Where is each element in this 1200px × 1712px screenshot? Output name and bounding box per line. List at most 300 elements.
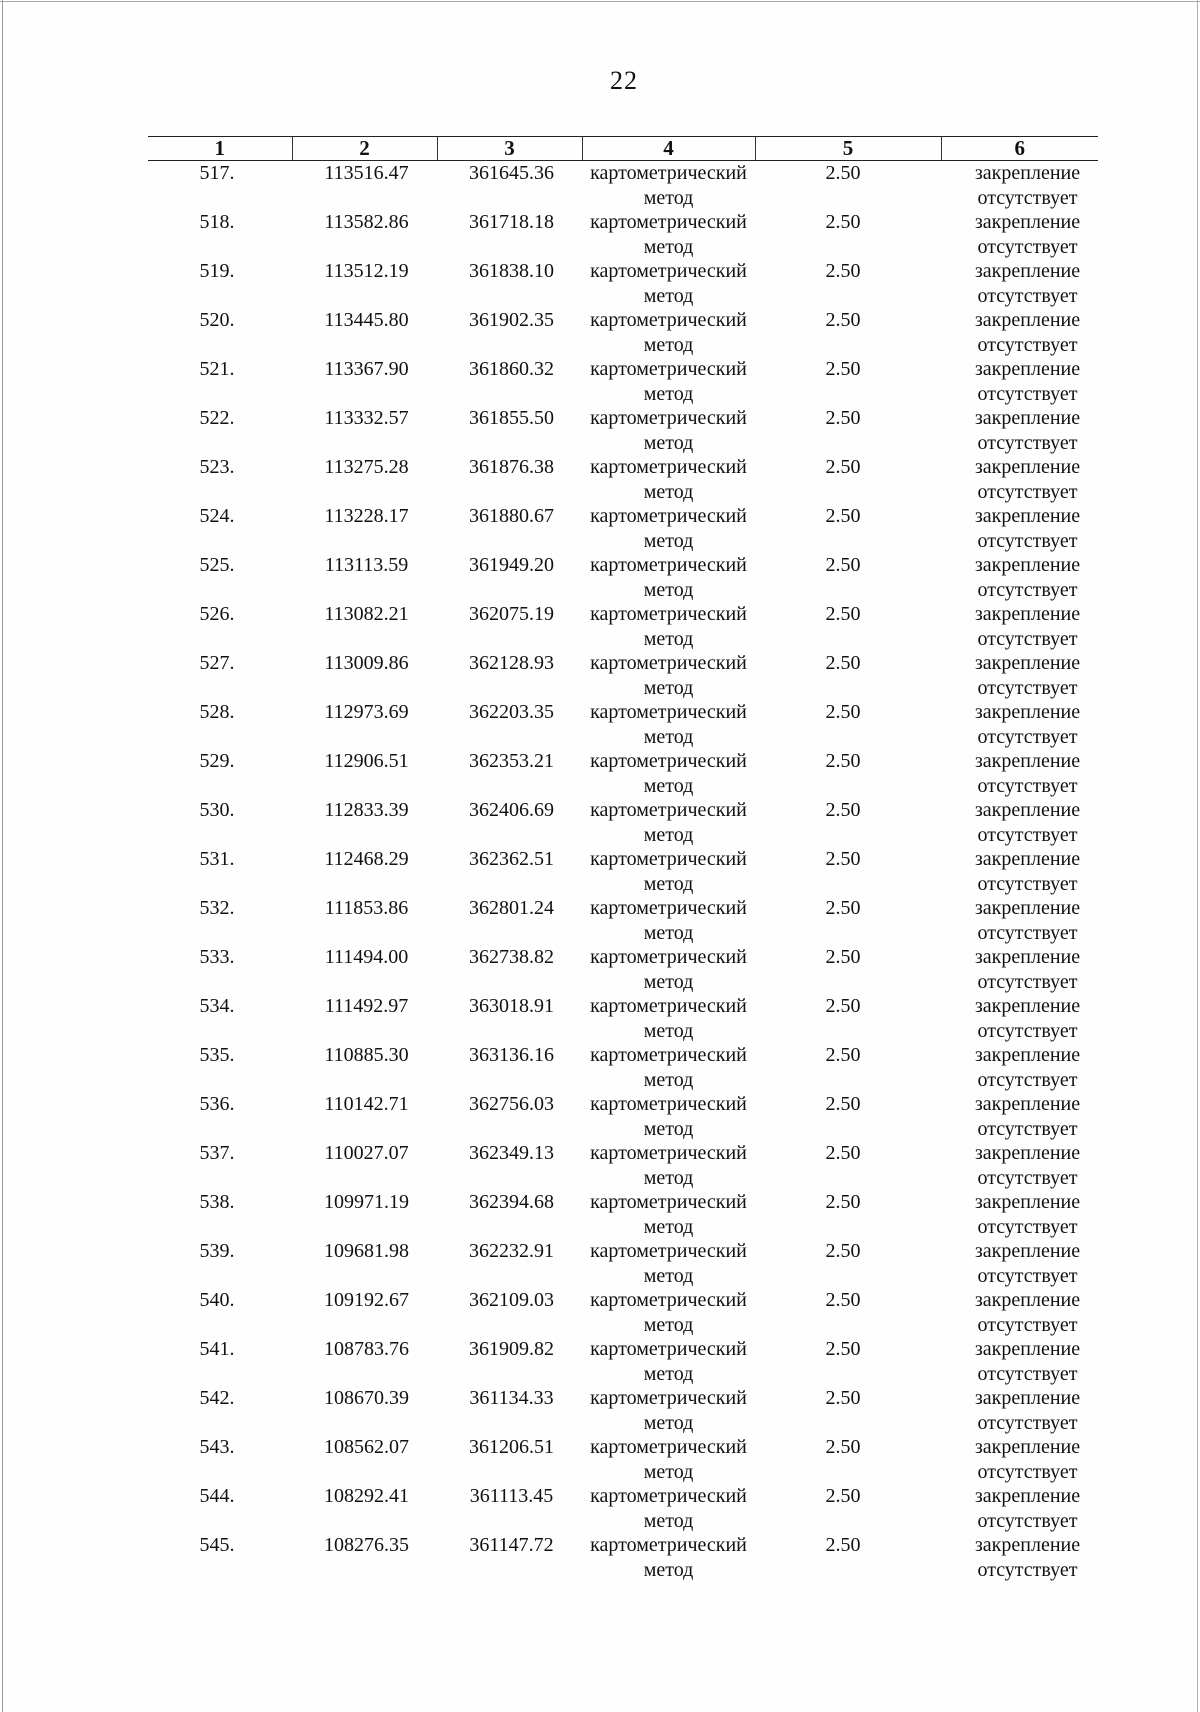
method-cell-line-1: картометрический: [590, 1485, 747, 1507]
x-coordinate-cell-value: 108670.39: [324, 1387, 409, 1409]
x-coordinate-cell: [292, 1288, 437, 1337]
method-cell-line-2: метод: [643, 529, 694, 552]
x-coordinate-cell: [292, 406, 437, 455]
method-cell: [582, 1435, 755, 1484]
fixation-cell-line-1: закрепление: [974, 505, 1081, 527]
x-coordinate-cell: [292, 308, 437, 357]
fixation-cell: [941, 847, 1098, 896]
scan-edge-right: [1197, 0, 1198, 1712]
accuracy-cell: [755, 1337, 941, 1386]
accuracy-cell-value: 2.50: [825, 1534, 861, 1556]
method-cell-line-1: картометрический: [590, 1534, 747, 1556]
fixation-cell-line-1: закрепление: [974, 946, 1081, 968]
fixation-cell-line-1: закрепление: [974, 1436, 1081, 1458]
point-number-cell-value: 520.: [199, 309, 235, 331]
point-number-cell-value: 523.: [199, 456, 235, 478]
point-number-cell-value: 539.: [199, 1240, 235, 1262]
accuracy-cell: [755, 651, 941, 700]
accuracy-cell-value: 2.50: [825, 407, 861, 429]
fixation-cell-line-2: отсутствует: [977, 1264, 1078, 1287]
point-number-cell: [148, 161, 292, 211]
method-cell-line-2: метод: [643, 1558, 694, 1581]
method-cell-line-1: картометрический: [590, 309, 747, 331]
accuracy-cell: [755, 1288, 941, 1337]
x-coordinate-cell-value: 113009.86: [324, 652, 409, 674]
accuracy-cell-value: 2.50: [825, 358, 861, 380]
method-cell-line-2: метод: [643, 1460, 694, 1483]
accuracy-cell-value: 2.50: [825, 1436, 861, 1458]
fixation-cell-line-1: закрепление: [974, 1191, 1081, 1213]
fixation-cell-line-1: закрепление: [974, 1387, 1081, 1409]
table-row: [148, 749, 1098, 798]
method-cell-line-2: метод: [643, 1264, 694, 1287]
fixation-cell: [941, 455, 1098, 504]
method-cell-line-2: метод: [643, 676, 694, 699]
fixation-cell-line-2: отсутствует: [977, 1509, 1078, 1532]
point-number-cell: [148, 455, 292, 504]
x-coordinate-cell-value: 113512.19: [324, 260, 409, 282]
method-cell-line-1: картометрический: [590, 1142, 747, 1164]
header-col-1: 1: [148, 137, 292, 161]
fixation-cell-line-2: отсутствует: [977, 725, 1078, 748]
fixation-cell-line-2: отсутствует: [977, 1460, 1078, 1483]
method-cell-line-1: картометрический: [590, 1240, 747, 1262]
y-coordinate-cell: [437, 1190, 582, 1239]
method-cell-line-2: метод: [643, 382, 694, 405]
point-number-cell-value: 544.: [199, 1485, 235, 1507]
y-coordinate-cell: [437, 259, 582, 308]
accuracy-cell-value: 2.50: [825, 1485, 861, 1507]
fixation-cell-line-2: отсутствует: [977, 382, 1078, 405]
accuracy-cell-value: 2.50: [825, 1240, 861, 1262]
y-coordinate-cell-value: 362128.93: [469, 652, 554, 674]
method-cell-line-2: метод: [643, 1215, 694, 1238]
y-coordinate-cell-value: 362203.35: [469, 701, 554, 723]
y-coordinate-cell-value: 362109.03: [469, 1289, 554, 1311]
fixation-cell-line-2: отсутствует: [977, 627, 1078, 650]
fixation-cell-line-2: отсутствует: [977, 1166, 1078, 1189]
point-number-cell: [148, 553, 292, 602]
fixation-cell-line-1: закрепление: [974, 260, 1081, 282]
x-coordinate-cell-value: 112468.29: [324, 848, 409, 870]
scan-edge-top: [0, 1, 1200, 2]
table-row: [148, 1288, 1098, 1337]
y-coordinate-cell: [437, 994, 582, 1043]
fixation-cell-line-1: закрепление: [974, 407, 1081, 429]
x-coordinate-cell: [292, 259, 437, 308]
fixation-cell-line-2: отсутствует: [977, 774, 1078, 797]
y-coordinate-cell: [437, 945, 582, 994]
table-row: [148, 406, 1098, 455]
accuracy-cell-value: 2.50: [825, 848, 861, 870]
accuracy-cell: [755, 847, 941, 896]
accuracy-cell-value: 2.50: [825, 505, 861, 527]
y-coordinate-cell: [437, 896, 582, 945]
table-row: [148, 161, 1098, 211]
point-number-cell-value: 517.: [199, 162, 235, 184]
fixation-cell: [941, 1484, 1098, 1533]
table-row: [148, 1435, 1098, 1484]
method-cell: [582, 847, 755, 896]
method-cell-line-1: картометрический: [590, 1387, 747, 1409]
method-cell-line-2: метод: [643, 921, 694, 944]
x-coordinate-cell: [292, 1043, 437, 1092]
x-coordinate-cell: [292, 651, 437, 700]
table-row: [148, 1190, 1098, 1239]
fixation-cell-line-2: отсутствует: [977, 578, 1078, 601]
point-number-cell: [148, 1337, 292, 1386]
fixation-cell-line-1: закрепление: [974, 554, 1081, 576]
method-cell-line-1: картометрический: [590, 701, 747, 723]
fixation-cell-line-2: отсутствует: [977, 1068, 1078, 1091]
accuracy-cell-value: 2.50: [825, 554, 861, 576]
y-coordinate-cell-value: 362349.13: [469, 1142, 554, 1164]
accuracy-cell: [755, 700, 941, 749]
fixation-cell-line-2: отсутствует: [977, 529, 1078, 552]
accuracy-cell: [755, 945, 941, 994]
x-coordinate-cell: [292, 602, 437, 651]
y-coordinate-cell-value: 362756.03: [469, 1093, 554, 1115]
accuracy-cell: [755, 504, 941, 553]
point-number-cell: [148, 994, 292, 1043]
y-coordinate-cell-value: 362738.82: [469, 946, 554, 968]
fixation-cell: [941, 1435, 1098, 1484]
point-number-cell: [148, 1239, 292, 1288]
y-coordinate-cell-value: 361949.20: [469, 554, 554, 576]
point-number-cell: [148, 1484, 292, 1533]
x-coordinate-cell-value: 110885.30: [324, 1044, 409, 1066]
header-col-2: 2: [292, 137, 437, 161]
point-number-cell: [148, 651, 292, 700]
accuracy-cell: [755, 994, 941, 1043]
method-cell: [582, 1533, 755, 1582]
method-cell-line-1: картометрический: [590, 750, 747, 772]
point-number-cell-value: 545.: [199, 1534, 235, 1556]
fixation-cell-line-2: отсутствует: [977, 480, 1078, 503]
y-coordinate-cell: [437, 210, 582, 259]
y-coordinate-cell: [437, 553, 582, 602]
fixation-cell-line-2: отсутствует: [977, 921, 1078, 944]
method-cell-line-1: картометрический: [590, 1436, 747, 1458]
y-coordinate-cell: [437, 602, 582, 651]
header-col-5: 5: [755, 137, 941, 161]
method-cell: [582, 406, 755, 455]
y-coordinate-cell-value: 362075.19: [469, 603, 554, 625]
fixation-cell-line-1: закрепление: [974, 750, 1081, 772]
point-number-cell: [148, 1533, 292, 1582]
fixation-cell: [941, 749, 1098, 798]
method-cell-line-1: картометрический: [590, 1093, 747, 1115]
x-coordinate-cell-value: 108783.76: [324, 1338, 409, 1360]
point-number-cell: [148, 798, 292, 847]
x-coordinate-cell-value: 108562.07: [324, 1436, 409, 1458]
table-row: [148, 553, 1098, 602]
x-coordinate-cell-value: 110027.07: [324, 1142, 409, 1164]
fixation-cell-line-1: закрепление: [974, 1093, 1081, 1115]
method-cell: [582, 1239, 755, 1288]
x-coordinate-cell: [292, 1435, 437, 1484]
fixation-cell-line-1: закрепление: [974, 995, 1081, 1017]
point-number-cell-value: 532.: [199, 897, 235, 919]
fixation-cell-line-1: закрепление: [974, 162, 1081, 184]
x-coordinate-cell: [292, 1141, 437, 1190]
accuracy-cell: [755, 1533, 941, 1582]
x-coordinate-cell: [292, 161, 437, 211]
x-coordinate-cell: [292, 504, 437, 553]
point-number-cell-value: 540.: [199, 1289, 235, 1311]
method-cell-line-1: картометрический: [590, 848, 747, 870]
point-number-cell: [148, 945, 292, 994]
point-number-cell-value: 536.: [199, 1093, 235, 1115]
point-number-cell-value: 530.: [199, 799, 235, 821]
y-coordinate-cell-value: 361838.10: [469, 260, 554, 282]
table-row: [148, 945, 1098, 994]
table-row: [148, 308, 1098, 357]
method-cell-line-2: метод: [643, 970, 694, 993]
method-cell: [582, 798, 755, 847]
table-row: [148, 1337, 1098, 1386]
fixation-cell-line-2: отсутствует: [977, 1117, 1078, 1140]
fixation-cell-line-2: отсутствует: [977, 431, 1078, 454]
method-cell-line-1: картометрический: [590, 358, 747, 380]
fixation-cell: [941, 1288, 1098, 1337]
x-coordinate-cell: [292, 455, 437, 504]
fixation-cell: [941, 504, 1098, 553]
method-cell-line-1: картометрический: [590, 799, 747, 821]
x-coordinate-cell-value: 113228.17: [324, 505, 409, 527]
fixation-cell-line-1: закрепление: [974, 456, 1081, 478]
fixation-cell-line-2: отсутствует: [977, 1313, 1078, 1336]
fixation-cell-line-1: закрепление: [974, 211, 1081, 233]
y-coordinate-cell: [437, 1092, 582, 1141]
fixation-cell: [941, 259, 1098, 308]
method-cell: [582, 1484, 755, 1533]
method-cell: [582, 1288, 755, 1337]
y-coordinate-cell-value: 361880.67: [469, 505, 554, 527]
y-coordinate-cell: [437, 1533, 582, 1582]
method-cell-line-1: картометрический: [590, 1338, 747, 1360]
y-coordinate-cell: [437, 161, 582, 211]
method-cell-line-2: метод: [643, 1068, 694, 1091]
x-coordinate-cell-value: 111492.97: [324, 995, 409, 1017]
point-number-cell-value: 541.: [199, 1338, 235, 1360]
y-coordinate-cell-value: 361134.33: [469, 1387, 554, 1409]
point-number-cell-value: 533.: [199, 946, 235, 968]
x-coordinate-cell: [292, 798, 437, 847]
accuracy-cell: [755, 455, 941, 504]
method-cell-line-2: метод: [643, 627, 694, 650]
point-number-cell: [148, 602, 292, 651]
x-coordinate-cell-value: 111853.86: [324, 897, 409, 919]
accuracy-cell-value: 2.50: [825, 1044, 861, 1066]
x-coordinate-cell-value: 112906.51: [324, 750, 409, 772]
method-cell-line-2: метод: [643, 578, 694, 601]
fixation-cell: [941, 1141, 1098, 1190]
x-coordinate-cell: [292, 749, 437, 798]
accuracy-cell: [755, 210, 941, 259]
point-number-cell: [148, 1141, 292, 1190]
x-coordinate-cell-value: 112973.69: [324, 701, 409, 723]
table-header: [148, 137, 1098, 161]
table-row: [148, 602, 1098, 651]
fixation-cell: [941, 406, 1098, 455]
point-number-cell: [148, 1190, 292, 1239]
accuracy-cell: [755, 308, 941, 357]
fixation-cell-line-1: закрепление: [974, 1338, 1081, 1360]
accuracy-cell: [755, 553, 941, 602]
fixation-cell: [941, 1337, 1098, 1386]
y-coordinate-cell-value: 363136.16: [469, 1044, 554, 1066]
method-cell-line-1: картометрический: [590, 505, 747, 527]
x-coordinate-cell: [292, 945, 437, 994]
accuracy-cell-value: 2.50: [825, 260, 861, 282]
method-cell: [582, 896, 755, 945]
fixation-cell: [941, 1190, 1098, 1239]
fixation-cell-line-1: закрепление: [974, 358, 1081, 380]
coordinates-table: [148, 136, 1098, 1582]
x-coordinate-cell: [292, 896, 437, 945]
method-cell-line-2: метод: [643, 1117, 694, 1140]
x-coordinate-cell: [292, 1484, 437, 1533]
fixation-cell-line-1: закрепление: [974, 1289, 1081, 1311]
y-coordinate-cell-value: 361855.50: [469, 407, 554, 429]
accuracy-cell-value: 2.50: [825, 1142, 861, 1164]
accuracy-cell-value: 2.50: [825, 309, 861, 331]
accuracy-cell: [755, 1092, 941, 1141]
x-coordinate-cell: [292, 1533, 437, 1582]
header-col-3: 3: [437, 137, 582, 161]
fixation-cell: [941, 651, 1098, 700]
method-cell-line-2: метод: [643, 1166, 694, 1189]
accuracy-cell: [755, 798, 941, 847]
point-number-cell-value: 538.: [199, 1191, 235, 1213]
y-coordinate-cell: [437, 308, 582, 357]
point-number-cell: [148, 259, 292, 308]
method-cell-line-2: метод: [643, 480, 694, 503]
y-coordinate-cell: [437, 1435, 582, 1484]
y-coordinate-cell-value: 362232.91: [469, 1240, 554, 1262]
y-coordinate-cell-value: 362406.69: [469, 799, 554, 821]
y-coordinate-cell: [437, 1288, 582, 1337]
point-number-cell-value: 534.: [199, 995, 235, 1017]
accuracy-cell: [755, 1141, 941, 1190]
y-coordinate-cell-value: 361876.38: [469, 456, 554, 478]
method-cell-line-1: картометрический: [590, 946, 747, 968]
table-row: [148, 504, 1098, 553]
x-coordinate-cell-value: 112833.39: [324, 799, 409, 821]
table-row: [148, 1533, 1098, 1582]
point-number-cell: [148, 1386, 292, 1435]
method-cell-line-1: картометрический: [590, 407, 747, 429]
accuracy-cell: [755, 1190, 941, 1239]
y-coordinate-cell: [437, 455, 582, 504]
accuracy-cell: [755, 259, 941, 308]
method-cell-line-2: метод: [643, 235, 694, 258]
method-cell: [582, 1386, 755, 1435]
method-cell-line-2: метод: [643, 1313, 694, 1336]
method-cell: [582, 259, 755, 308]
y-coordinate-cell-value: 361113.45: [469, 1485, 554, 1507]
point-number-cell: [148, 749, 292, 798]
fixation-cell: [941, 553, 1098, 602]
method-cell: [582, 357, 755, 406]
fixation-cell-line-2: отсутствует: [977, 1215, 1078, 1238]
x-coordinate-cell: [292, 1337, 437, 1386]
y-coordinate-cell: [437, 1337, 582, 1386]
method-cell: [582, 651, 755, 700]
accuracy-cell: [755, 357, 941, 406]
point-number-cell-value: 524.: [199, 505, 235, 527]
point-number-cell-value: 519.: [199, 260, 235, 282]
method-cell: [582, 504, 755, 553]
fixation-cell: [941, 308, 1098, 357]
x-coordinate-cell: [292, 1386, 437, 1435]
accuracy-cell-value: 2.50: [825, 456, 861, 478]
header-row: [148, 137, 1098, 161]
x-coordinate-cell: [292, 1092, 437, 1141]
point-number-cell-value: 535.: [199, 1044, 235, 1066]
fixation-cell-line-2: отсутствует: [977, 235, 1078, 258]
accuracy-cell-value: 2.50: [825, 1289, 861, 1311]
fixation-cell-line-2: отсутствует: [977, 1411, 1078, 1434]
point-number-cell: [148, 308, 292, 357]
fixation-cell: [941, 945, 1098, 994]
point-number-cell: [148, 896, 292, 945]
method-cell-line-2: метод: [643, 333, 694, 356]
fixation-cell-line-2: отсутствует: [977, 284, 1078, 307]
y-coordinate-cell-value: 361206.51: [469, 1436, 554, 1458]
method-cell-line-2: метод: [643, 284, 694, 307]
x-coordinate-cell-value: 113113.59: [324, 554, 409, 576]
method-cell-line-2: метод: [643, 823, 694, 846]
fixation-cell-line-2: отсутствует: [977, 1558, 1078, 1581]
point-number-cell-value: 521.: [199, 358, 235, 380]
table-row: [148, 1092, 1098, 1141]
point-number-cell-value: 525.: [199, 554, 235, 576]
accuracy-cell: [755, 1435, 941, 1484]
fixation-cell-line-1: закрепление: [974, 652, 1081, 674]
method-cell: [582, 308, 755, 357]
fixation-cell-line-1: закрепление: [974, 1240, 1081, 1262]
method-cell-line-1: картометрический: [590, 995, 747, 1017]
accuracy-cell-value: 2.50: [825, 750, 861, 772]
point-number-cell-value: 528.: [199, 701, 235, 723]
point-number-cell: [148, 700, 292, 749]
y-coordinate-cell-value: 361909.82: [469, 1338, 554, 1360]
table-row: [148, 1484, 1098, 1533]
x-coordinate-cell-value: 108276.35: [324, 1534, 409, 1556]
fixation-cell-line-2: отсутствует: [977, 823, 1078, 846]
scan-edge-left: [2, 0, 3, 1712]
method-cell-line-1: картометрический: [590, 652, 747, 674]
fixation-cell: [941, 357, 1098, 406]
x-coordinate-cell-value: 113516.47: [324, 162, 409, 184]
accuracy-cell: [755, 749, 941, 798]
point-number-cell-value: 529.: [199, 750, 235, 772]
fixation-cell-line-1: закрепление: [974, 1142, 1081, 1164]
point-number-cell-value: 518.: [199, 211, 235, 233]
x-coordinate-cell-value: 111494.00: [324, 946, 409, 968]
fixation-cell-line-2: отсутствует: [977, 1362, 1078, 1385]
table-row: [148, 798, 1098, 847]
x-coordinate-cell-value: 113582.86: [324, 211, 409, 233]
y-coordinate-cell: [437, 700, 582, 749]
accuracy-cell: [755, 896, 941, 945]
y-coordinate-cell: [437, 847, 582, 896]
method-cell-line-2: метод: [643, 1411, 694, 1434]
fixation-cell-line-1: закрепление: [974, 848, 1081, 870]
method-cell-line-2: метод: [643, 1362, 694, 1385]
